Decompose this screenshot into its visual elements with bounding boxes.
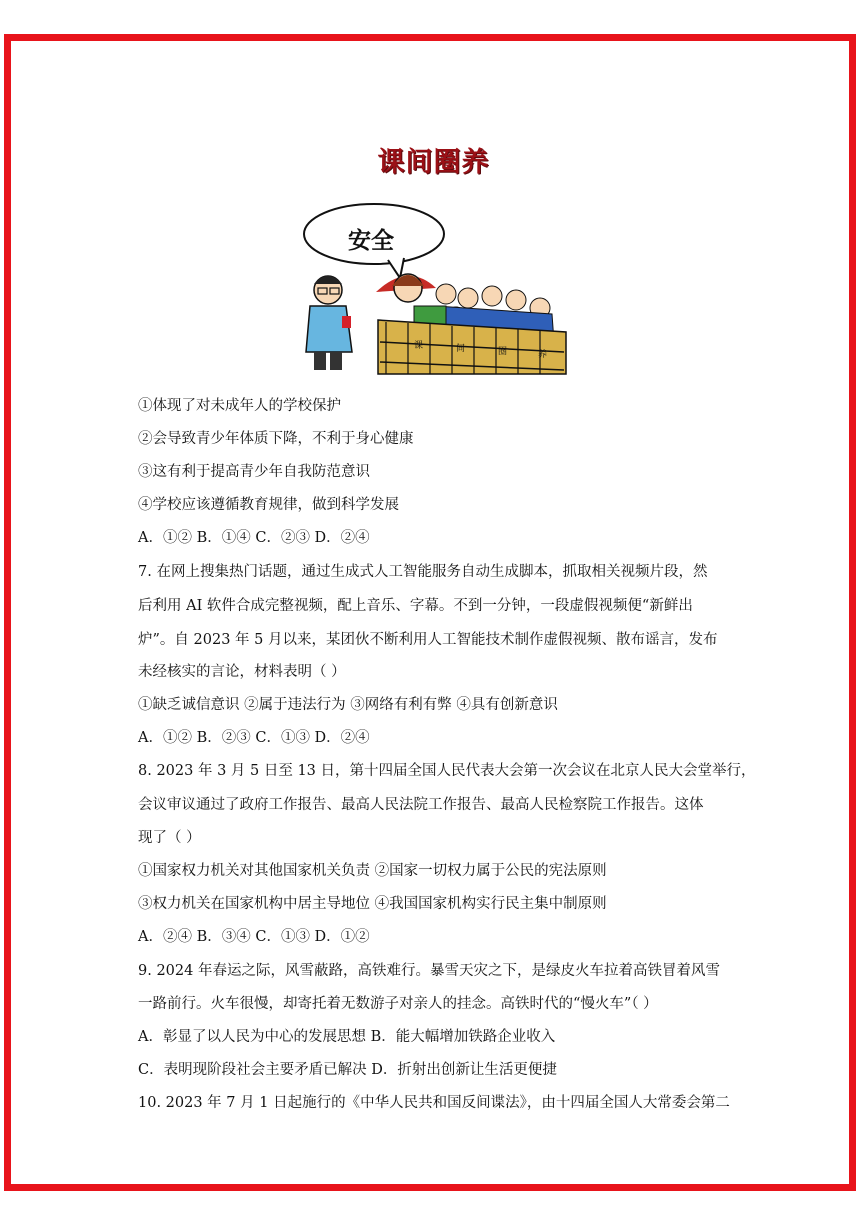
option-line: ④学校应该遵循教育规律，做到科学发展	[138, 497, 399, 513]
answer-choices: C．表明现阶段社会主要矛盾已解决 D．折射出创新让生活更便捷	[138, 1062, 557, 1078]
option-line: ①缺乏诚信意识 ②属于违法行为 ③网络有利有弊 ④具有创新意识	[138, 697, 558, 713]
question-8-line: 8. 2023 年 3 月 5 日至 13 日，第十四届全国人民代表大会第一次会议在北京人民大会堂举行，	[138, 763, 756, 779]
option-line: ③权力机关在国家机构中居主导地位 ④我国国家机构实行民主集中制原则	[138, 896, 607, 912]
answer-choices: A．②④ B．③④ C．①③ D．①②	[138, 929, 370, 945]
man-figure	[306, 276, 352, 370]
cartoon-illustration	[296, 202, 578, 378]
sign-char-2: 间	[456, 344, 466, 354]
answer-choices: A．彰显了以人民为中心的发展思想 B．能大幅增加铁路企业收入	[138, 1029, 556, 1045]
option-line: ③这有利于提高青少年自我防范意识	[138, 464, 370, 480]
question-8-line: 会议审议通过了政府工作报告、最高人民法院工作报告、最高人民检察院工作报告。这体	[138, 797, 704, 813]
option-line: ①体现了对未成年人的学校保护	[138, 398, 341, 414]
sign-char-3: 圈	[498, 347, 508, 357]
question-7-line: 后利用 AI 软件合成完整视频，配上音乐、字幕。不到一分钟，一段虚假视频便“新鲜出	[138, 598, 693, 614]
question-9-line: 9. 2024 年春运之际，风雪蔽路，高铁难行。暴雪天灾之下，是绿皮火车拉着高铁冒着风雪	[138, 963, 720, 979]
question-7-line: 7. 在网上搜集热门话题，通过生成式人工智能服务自动生成脚本，抓取相关视频片段，然	[138, 564, 708, 580]
question-9-line: 一路前行。火车很慢，却寄托着无数游子对亲人的挂念。高铁时代的“慢火车”（ ）	[138, 996, 658, 1012]
question-7-line: 未经核实的言论，材料表明（ ）	[138, 664, 346, 680]
option-line: ②会导致青少年体质下降，不利于身心健康	[138, 431, 414, 447]
question-8-line: 现了（ ）	[138, 830, 201, 846]
sign-char-4: 养	[538, 350, 548, 360]
page-title: 课间圈养	[377, 147, 490, 178]
question-7-line: 炉”。自 2023 年 5 月以来，某团伙不断利用人工智能技术制作虚假视频、散布谣言，发布	[138, 632, 718, 648]
sign-char-1: 课	[414, 341, 424, 351]
option-line: ①国家权力机关对其他国家机关负责 ②国家一切权力属于公民的宪法原则	[138, 863, 607, 879]
speech-bubble-text: 安全	[348, 228, 394, 254]
answer-choices: A．①② B．②③ C．①③ D．②④	[138, 730, 370, 746]
question-10-line: 10. 2023 年 7 月 1 日起施行的《中华人民共和国反间谍法》，由十四届全国人大常委会第二	[138, 1095, 730, 1111]
answer-choices: A．①② B．①④ C．②③ D．②④	[138, 530, 370, 546]
